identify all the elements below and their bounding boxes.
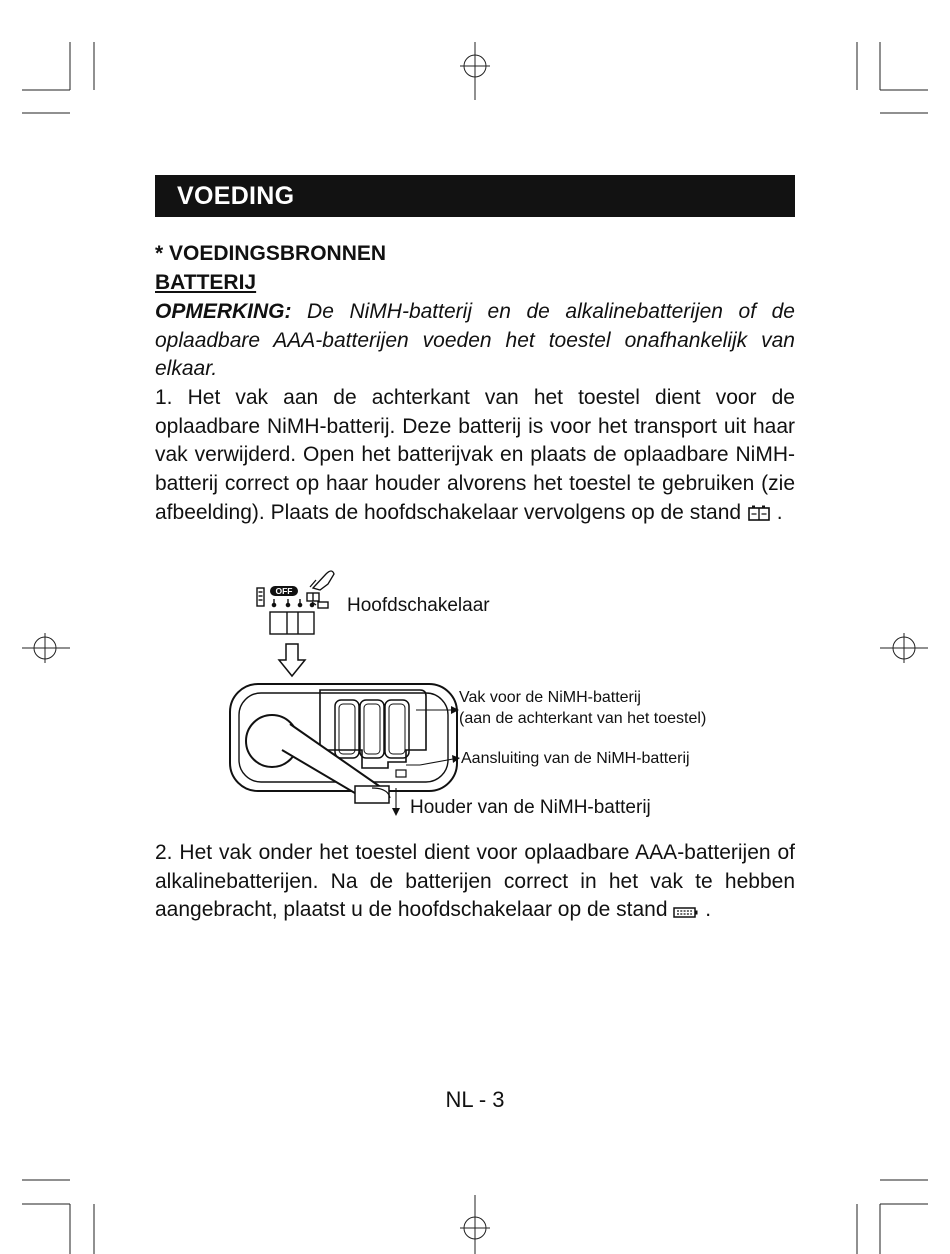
compartment-label-2: (aan de achterkant van het toestel) xyxy=(459,710,707,727)
paragraph-2-end: . xyxy=(705,898,712,922)
banner-title: VOEDING xyxy=(177,182,295,210)
connector-label: Aansluiting van de NiMH-batterij xyxy=(461,750,690,767)
paragraph-1 xyxy=(155,384,795,531)
note-paragraph xyxy=(155,298,795,384)
aaa-battery-icon xyxy=(673,899,699,928)
compartment-label-1: Vak voor de NiMH-batterij xyxy=(459,689,641,706)
note-label: OPMERKING: xyxy=(155,300,292,323)
section-heading: * VOEDINGSBRONNEN xyxy=(155,242,387,265)
paragraph-1-text: 1. Het vak aan de achterkant van het toestel dient voor de oplaadbare NiMH-batterij. Deze batterij is voor het transport uit haar vak verwijderd. Open het batterijvak en plaats de oplaadbare NiMH-batterij correct op haar houder alvorens het toestel te gebruiken (zie afbeelding). Plaats de hoofdschakelaar vervolgens op de stand xyxy=(155,386,795,524)
section-subheading: BATTERIJ xyxy=(155,271,257,294)
holder-label: Houder van de NiMH-batterij xyxy=(410,797,651,818)
page-number: NL - 3 xyxy=(445,1087,505,1112)
paragraph-1-end: . xyxy=(776,500,783,524)
section-banner xyxy=(155,175,795,217)
paragraph-2-text: 2. Het vak onder het toestel dient voor oplaadbare AAA-batterijen of alkalinebatterijen. Na de batterijen correct in het vak te hebben aangebracht, plaatst u de hoofdschakelaar op de stand xyxy=(155,841,795,922)
switch-label: Hoofdschakelaar xyxy=(347,595,490,616)
nimh-battery-icon xyxy=(747,502,771,531)
paragraph-2 xyxy=(155,839,795,928)
note-text: De NiMH-batterij en de alkalinebatterijen of de oplaadbare AAA-batterijen voeden het toestel onafhankelijk van elkaar. xyxy=(155,300,795,381)
switch-off-text: OFF xyxy=(275,586,293,596)
